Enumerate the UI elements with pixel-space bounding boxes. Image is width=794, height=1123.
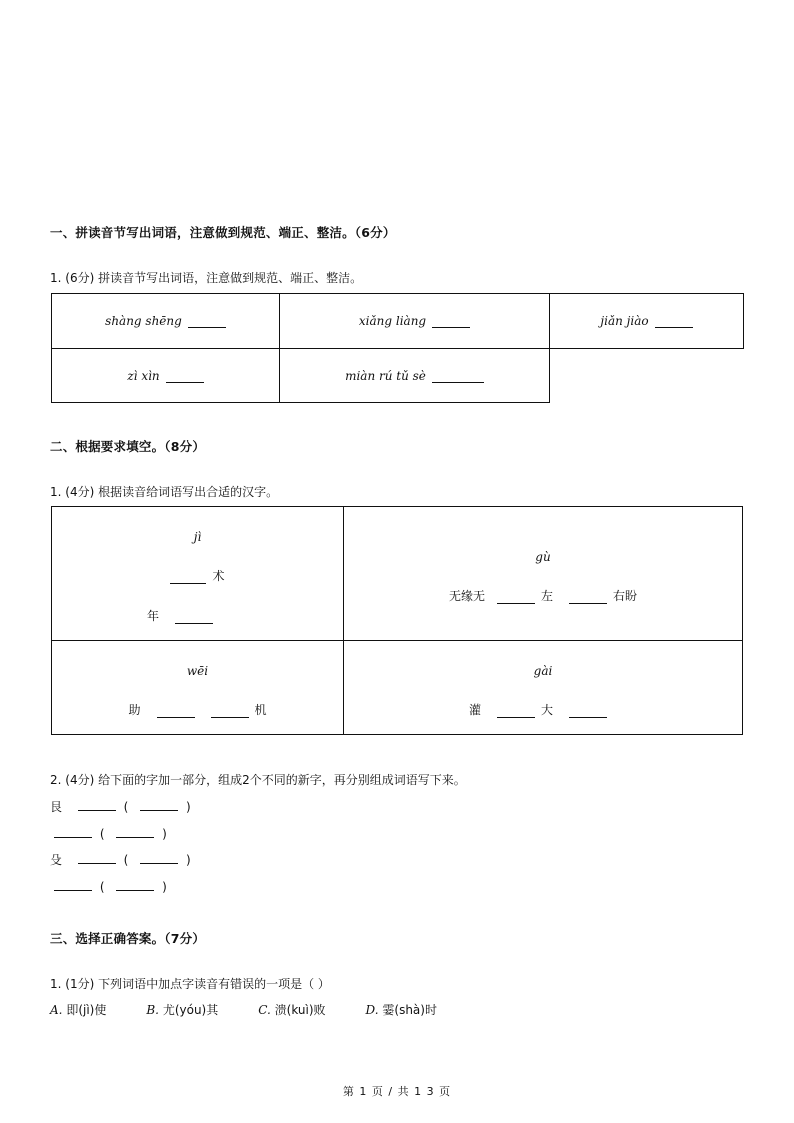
pinyin-text: xiǎng liàng: [358, 314, 427, 328]
hanzi-cell-wei: [52, 641, 344, 735]
hanzi-cell-gu: [344, 507, 743, 641]
answer-blank[interactable]: [78, 798, 116, 811]
answer-blank[interactable]: [116, 825, 154, 838]
pinyin-text: zì xìn: [127, 368, 160, 383]
char-text: 年: [146, 608, 159, 623]
paren-close: ): [186, 853, 191, 867]
char-text: 无缘无: [448, 588, 485, 603]
answer-blank[interactable]: [211, 705, 249, 718]
page-footer: 第 1 页 / 共 1 3 页: [342, 1085, 452, 1098]
paren-open: (: [123, 853, 129, 867]
answer-blank[interactable]: [140, 798, 178, 811]
paren-open: (: [99, 880, 105, 894]
section-2-question-2: 2. (4分) 给下面的字加一部分，组成2个不同的新字，再分别组成词语写下来。: [50, 773, 466, 787]
pinyin-cell: [52, 294, 280, 349]
answer-blank[interactable]: [166, 370, 204, 383]
option-a[interactable]: A. 即(jì)使: [50, 1003, 107, 1017]
hanzi-cell-ji: [52, 507, 344, 641]
pinyin-cell: [550, 294, 744, 349]
pinyin-text: wēi: [186, 663, 209, 678]
pinyin-text: shàng shēng: [105, 314, 182, 328]
section-3-title: 三、选择正确答案。（7分）: [50, 931, 206, 946]
pinyin-text: gài: [533, 663, 553, 678]
answer-blank[interactable]: [54, 878, 92, 891]
pinyin-cell: [52, 349, 280, 403]
char-text: 大: [541, 702, 554, 717]
answer-options: [50, 1001, 477, 1018]
answer-blank[interactable]: [188, 315, 226, 328]
paren-open: (: [123, 800, 129, 814]
answer-blank[interactable]: [569, 591, 607, 604]
hanzi-cell-gai: [344, 641, 743, 735]
hanzi-table: [51, 506, 743, 735]
char-row-2: [54, 825, 167, 841]
section-2-title: 二、根据要求填空。（8分）: [50, 439, 206, 454]
char-text: 灌: [468, 702, 481, 717]
char-text: 术: [212, 568, 225, 583]
pinyin-text: jiǎn jiào: [600, 314, 649, 328]
answer-blank[interactable]: [432, 315, 470, 328]
char-text: 右盼: [613, 588, 638, 603]
char-text: 殳: [50, 853, 63, 867]
pinyin-text: jì: [193, 529, 202, 544]
pinyin-text: gù: [535, 549, 551, 564]
answer-blank[interactable]: [497, 591, 535, 604]
paren-close: ): [162, 880, 167, 894]
section-2-question-1: 1. (4分) 根据读音给词语写出合适的汉字。: [50, 485, 279, 499]
option-c[interactable]: C. 溃(kuì)败: [258, 1003, 326, 1017]
answer-blank[interactable]: [497, 705, 535, 718]
answer-blank[interactable]: [157, 705, 195, 718]
answer-blank[interactable]: [432, 370, 484, 383]
paren-close: ): [186, 800, 191, 814]
pinyin-table: [51, 293, 744, 403]
answer-blank[interactable]: [569, 705, 607, 718]
char-row-3: [50, 851, 191, 868]
char-text: 左: [540, 588, 553, 603]
pinyin-cell: [280, 294, 550, 349]
section-1-question-1: 1. (6分) 拼读音节写出词语，注意做到规范、端正、整洁。: [50, 271, 363, 285]
char-text: 艮: [50, 800, 63, 814]
char-row-4: [54, 878, 167, 894]
pinyin-text: miàn rú tǔ sè: [345, 368, 426, 383]
answer-blank[interactable]: [175, 611, 213, 624]
answer-blank[interactable]: [116, 878, 154, 891]
section-3-question-1: 1. (1分) 下列词语中加点字读音有错误的一项是（ ）: [50, 977, 330, 991]
section-1-title: 一、拼读音节写出词语，注意做到规范、端正、整洁。（6分）: [50, 225, 396, 240]
char-text: 助: [128, 702, 141, 717]
paren-open: (: [99, 827, 105, 841]
option-b[interactable]: B. 尤(yóu)其: [146, 1003, 219, 1017]
paren-close: ): [162, 827, 167, 841]
answer-blank[interactable]: [54, 825, 92, 838]
answer-blank[interactable]: [78, 851, 116, 864]
answer-blank[interactable]: [655, 315, 693, 328]
answer-blank[interactable]: [170, 571, 206, 584]
pinyin-cell: [280, 349, 550, 403]
answer-blank[interactable]: [140, 851, 178, 864]
option-d[interactable]: D. 霎(shà)时: [365, 1003, 437, 1017]
char-row-1: [50, 798, 191, 815]
char-text: 机: [254, 702, 267, 717]
